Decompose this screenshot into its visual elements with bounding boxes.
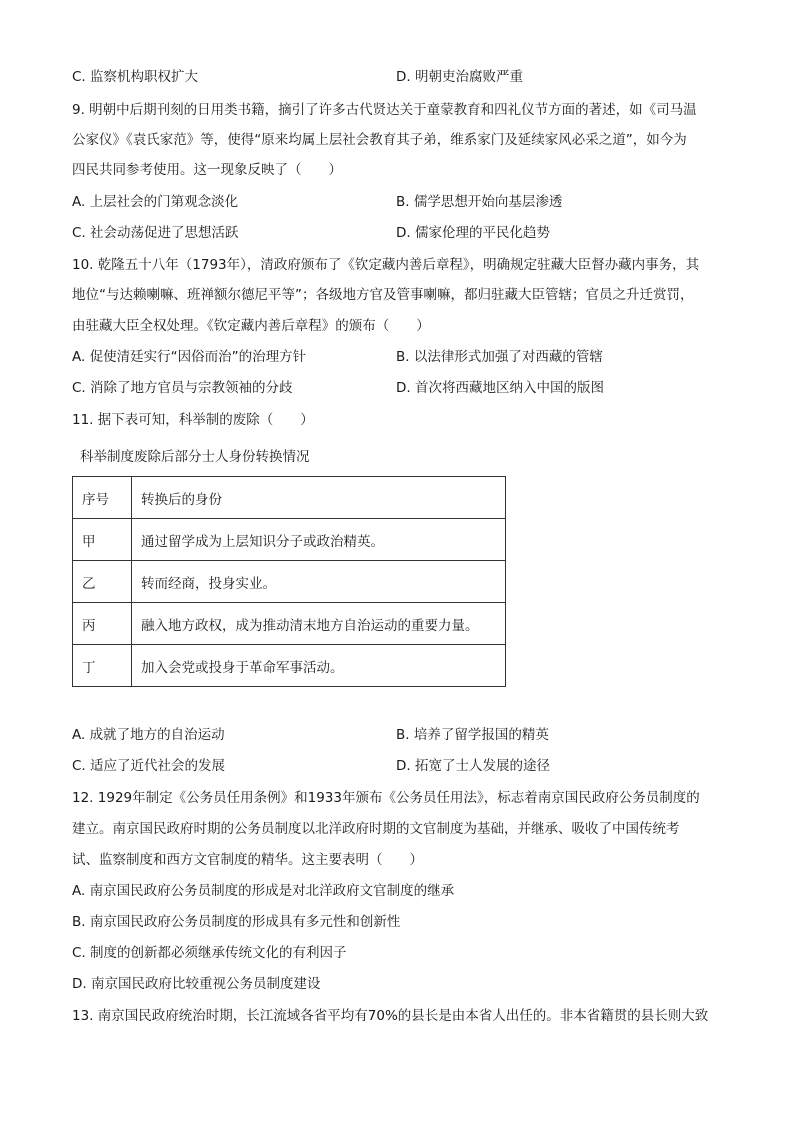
q8-option-d: D. 明朝吏治腐败严重: [396, 69, 523, 85]
q12-stem-line-2: 建立。南京国民政府时期的公务员制度以北洋政府时期的文官制度为基础，并继承、吸收了中国传统考: [72, 821, 680, 837]
q10-option-c: C. 消除了地方官员与宗教领袖的分歧: [72, 380, 293, 396]
table-row: [73, 645, 506, 687]
table-header-row: [73, 477, 506, 519]
q12-stem-line-1: 12. 1929年制定《公务员任用条例》和1933年颁布《公务员任用法》，标志着南京国民政府公务员制度的: [72, 790, 700, 806]
q11-stem: 11. 据下表可知，科举制的废除（ ）: [72, 412, 314, 428]
table-cell-identity: 融入地方政权，成为推动清末地方自治运动的重要力量。: [132, 603, 506, 645]
q12-option-d: D. 南京国民政府比较重视公务员制度建设: [72, 976, 321, 992]
q10-option-d: D. 首次将西藏地区纳入中国的版图: [396, 380, 604, 396]
q11-table-caption: 科举制度废除后部分士人身份转换情况: [80, 449, 310, 465]
q9-option-a: A. 上层社会的门第观念淡化: [72, 194, 239, 210]
q11-option-b: B. 培养了留学报国的精英: [396, 727, 549, 743]
q12-option-b: B. 南京国民政府公务员制度的形成具有多元性和创新性: [72, 914, 401, 930]
table-cell-identity: 转而经商，投身实业。: [132, 561, 506, 603]
q9-option-b: B. 儒学思想开始向基层渗透: [396, 194, 563, 210]
q13-stem-line-1: 13. 南京国民政府统治时期，长江流域各省平均有70%的县长是由本省人出任的。非本省籍贯的县长则大致: [72, 1008, 709, 1024]
table-cell-index: 丙: [73, 603, 132, 645]
table-header-index: 序号: [73, 477, 132, 519]
q12-stem-line-3: 试、监察制度和西方文官制度的精华。这主要表明（ ）: [72, 852, 423, 868]
table-row: [73, 603, 506, 645]
q10-stem-line-1: 10. 乾隆五十八年（1793年），清政府颁布了《钦定藏内善后章程》，明确规定驻藏大臣督办藏内事务，其: [72, 257, 700, 273]
table-row: [73, 519, 506, 561]
q9-option-d: D. 儒家伦理的平民化趋势: [396, 225, 550, 241]
table-cell-identity: 加入会党或投身于革命军事活动。: [132, 645, 506, 687]
q9-stem-line-3: 四民共同参考使用。这一现象反映了（ ）: [72, 162, 342, 178]
q10-option-b: B. 以法律形式加强了对西藏的管辖: [396, 349, 603, 365]
q11-option-d: D. 拓宽了士人发展的途径: [396, 758, 550, 774]
q10-option-a: A. 促使清廷实行“因俗而治”的治理方针: [72, 349, 307, 365]
table-header-identity: 转换后的身份: [132, 477, 506, 519]
q12-option-a: A. 南京国民政府公务员制度的形成是对北洋政府文官制度的继承: [72, 883, 455, 899]
table-cell-index: 丁: [73, 645, 132, 687]
table-cell-index: 乙: [73, 561, 132, 603]
q10-stem-line-2: 地位“与达赖喇嘛、班禅额尔德尼平等”；各级地方官及管事喇嘛，都归驻藏大臣管辖；官员之升迁赏罚，: [72, 287, 694, 303]
q9-option-c: C. 社会动荡促进了思想活跃: [72, 225, 239, 241]
table-cell-index: 甲: [73, 519, 132, 561]
table-row: [73, 561, 506, 603]
q8-option-c: C. 监察机构职权扩大: [72, 69, 199, 85]
q11-option-c: C. 适应了近代社会的发展: [72, 758, 226, 774]
q9-stem-line-2: 公家仪》《袁氏家范》等，使得“原来均属上层社会教育其子弟，维系家门及延续家风必采之道”，如今为: [72, 132, 687, 148]
table-cell-identity: 通过留学成为上层知识分子或政治精英。: [132, 519, 506, 561]
q9-stem-line-1: 9. 明朝中后期刊刻的日用类书籍，摘引了许多古代贤达关于童蒙教育和四礼仪节方面的著述，如《司马温: [72, 102, 697, 118]
q10-stem-line-3: 由驻藏大臣全权处理。《钦定藏内善后章程》的颁布（ ）: [72, 318, 430, 334]
q12-option-c: C. 制度的创新都必须继承传统文化的有利因子: [72, 945, 347, 961]
q11-option-a: A. 成就了地方的自治运动: [72, 727, 225, 743]
identity-table: [72, 476, 506, 687]
